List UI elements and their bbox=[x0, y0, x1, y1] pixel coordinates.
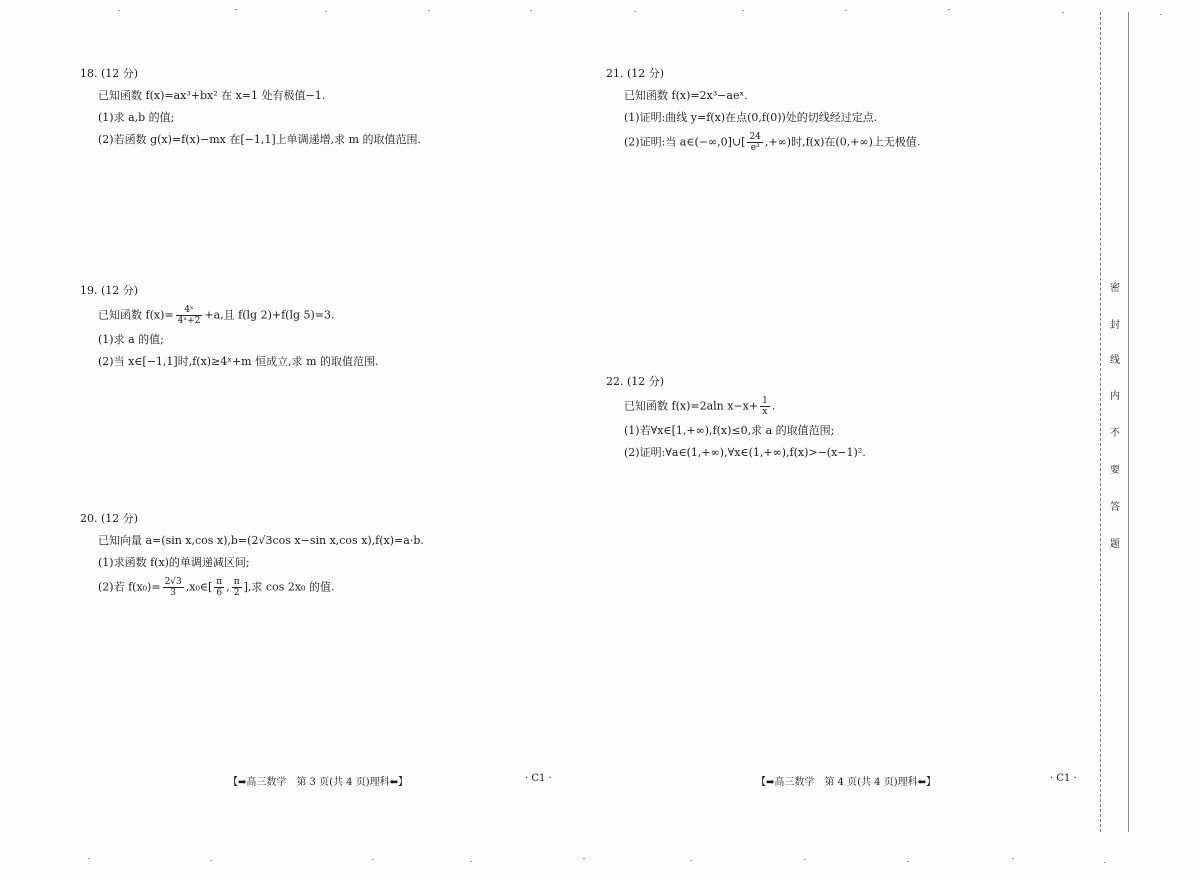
question-stem: 已知向量 a=(sin x,cos x),b=(2√3cos x−sin x,cos x),f(x)=a·b. bbox=[98, 534, 424, 547]
fraction-numerator: π bbox=[233, 577, 240, 587]
scan-speck bbox=[530, 10, 532, 11]
seal-char: 封 bbox=[1110, 320, 1120, 331]
fraction-denominator: 4ˣ+2 bbox=[177, 316, 201, 326]
question-number: 18. (12 分) bbox=[80, 67, 139, 80]
question-stem bbox=[80, 305, 379, 326]
scan-speck bbox=[118, 10, 120, 11]
part-text: , bbox=[226, 580, 230, 594]
question-part-1: (1)求 a 的值; bbox=[98, 333, 164, 346]
question-stem: 已知函数 f(x)=ax³+bx² 在 x=1 处有极值−1. bbox=[98, 89, 326, 102]
question-part-2: (2)若函数 g(x)=f(x)−mx 在[−1,1]上单调递增,求 m 的取值范围. bbox=[98, 133, 422, 146]
question-22 bbox=[606, 374, 866, 467]
part-text: ],求 cos 2x₀ 的值. bbox=[243, 580, 335, 594]
scan-speck bbox=[325, 11, 327, 12]
scan-speck bbox=[690, 860, 692, 861]
scan-speck bbox=[742, 10, 744, 11]
stem-text: 已知函数 f(x)=2aln x−x+ bbox=[624, 399, 759, 413]
scan-speck bbox=[583, 858, 585, 859]
fraction bbox=[214, 577, 224, 598]
scan-speck bbox=[1012, 858, 1014, 859]
scan-speck bbox=[1104, 862, 1106, 863]
page-marker-left: · C1 · bbox=[525, 773, 552, 784]
question-number: 20. (12 分) bbox=[80, 512, 139, 525]
question-part-1: (1)若∀x∈[1,+∞),f(x)≤0,求 a 的取值范围; bbox=[624, 424, 835, 437]
question-part-2: (2)证明:∀a∈(1,+∞),∀x∈(1,+∞),f(x)>−(x−1)². bbox=[624, 446, 866, 459]
question-part-2: (2)当 x∈[−1,1]时,f(x)≥4ˣ+m 恒成立,求 m 的取值范围. bbox=[98, 355, 379, 368]
fraction-denominator: x bbox=[762, 407, 768, 417]
scan-speck bbox=[470, 861, 472, 862]
fraction-numerator: 24 bbox=[749, 132, 761, 142]
scan-speck bbox=[372, 859, 374, 860]
fraction-numerator: 4ˣ bbox=[176, 305, 203, 316]
question-part-2 bbox=[606, 132, 920, 153]
fraction bbox=[760, 396, 770, 417]
question-stem bbox=[606, 396, 866, 417]
scan-speck bbox=[428, 10, 430, 11]
question-stem: 已知函数 f(x)=2x³−aeˣ. bbox=[624, 89, 748, 102]
part-text: (2)证明:当 a∈(−∞,0]∪[ bbox=[624, 135, 746, 149]
seal-char: 内 bbox=[1110, 391, 1120, 402]
question-part-1: (1)求 a,b 的值; bbox=[98, 111, 175, 124]
question-number: 21. (12 分) bbox=[606, 67, 665, 80]
scan-speck bbox=[948, 9, 950, 10]
question-number: 22. (12 分) bbox=[606, 375, 665, 388]
page-footer-right: 【➡高三数学 第 4 页(共 4 页)理科⬅】 bbox=[756, 777, 936, 788]
scan-speck bbox=[210, 860, 212, 861]
stem-text: 已知函数 f(x)= bbox=[98, 308, 174, 322]
fraction bbox=[176, 305, 203, 326]
scan-speck bbox=[1160, 14, 1162, 15]
seal-char: 不 bbox=[1110, 428, 1120, 439]
page-marker-right: · C1 · bbox=[1050, 773, 1077, 784]
part-text: ,+∞)时,f(x)在(0,+∞)上无极值. bbox=[764, 135, 921, 149]
question-number: 19. (12 分) bbox=[80, 284, 139, 297]
question-part-2 bbox=[80, 577, 424, 598]
question-18 bbox=[80, 66, 421, 154]
stem-text: +a,且 f(lg 2)+f(lg 5)=3. bbox=[204, 308, 335, 322]
question-21 bbox=[606, 66, 920, 159]
question-part-1: (1)证明:曲线 y=f(x)在点(0,f(0))处的切线经过定点. bbox=[624, 111, 878, 124]
fraction-denominator: 3 bbox=[170, 588, 177, 598]
scan-speck bbox=[907, 861, 909, 862]
seal-char: 要 bbox=[1110, 465, 1120, 476]
question-20 bbox=[80, 511, 424, 604]
scan-speck bbox=[634, 11, 636, 12]
fraction-denominator: 2 bbox=[233, 588, 240, 598]
part-text: ,x₀∈[ bbox=[185, 580, 213, 594]
page-footer-left: 【➡高三数学 第 3 页(共 4 页)理科⬅】 bbox=[228, 777, 408, 788]
binding-dashed-line bbox=[1100, 12, 1101, 832]
scan-speck bbox=[88, 858, 90, 859]
fraction-numerator: 2√3 bbox=[164, 577, 182, 587]
question-part-1: (1)求函数 f(x)的单调递减区间; bbox=[98, 556, 250, 569]
scan-speck bbox=[1062, 12, 1064, 13]
fraction-numerator: 1 bbox=[762, 396, 768, 406]
fraction-denominator: e² bbox=[750, 143, 760, 153]
fraction-denominator: 6 bbox=[216, 588, 223, 598]
seal-char: 题 bbox=[1110, 539, 1120, 550]
seal-char: 答 bbox=[1110, 502, 1120, 513]
scan-speck bbox=[235, 9, 237, 10]
fraction bbox=[232, 577, 242, 598]
stem-text: . bbox=[771, 399, 776, 413]
fraction-numerator: π bbox=[216, 577, 223, 587]
question-19 bbox=[80, 283, 379, 376]
seal-char: 密 bbox=[1110, 283, 1120, 294]
seal-char: 线 bbox=[1110, 355, 1120, 366]
binding-solid-line bbox=[1128, 12, 1129, 832]
part-text: (2)若 f(x₀)= bbox=[98, 580, 161, 594]
fraction bbox=[163, 577, 184, 598]
scan-speck bbox=[804, 859, 806, 860]
scan-speck bbox=[845, 10, 847, 11]
fraction bbox=[747, 132, 762, 153]
